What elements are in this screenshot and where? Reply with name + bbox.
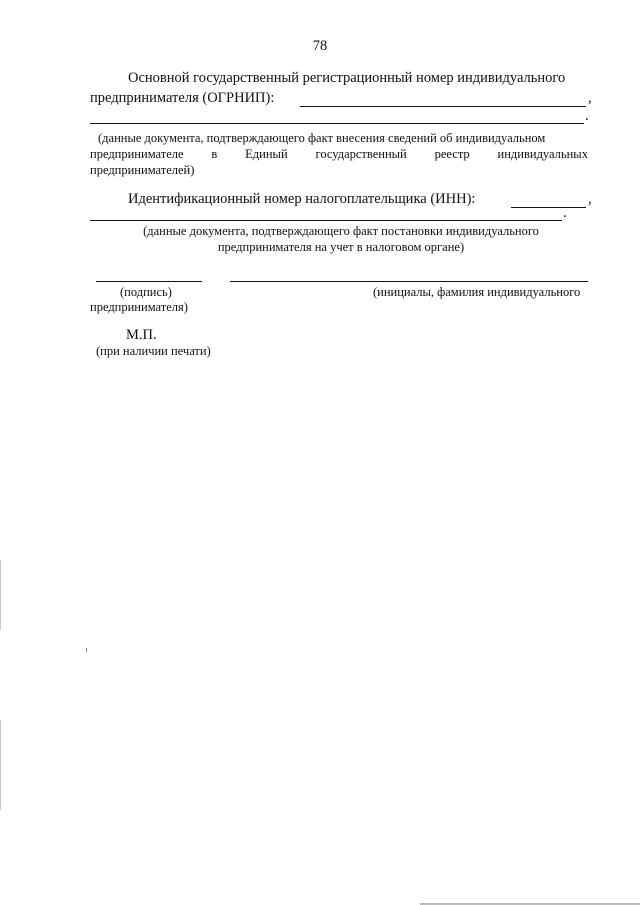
signature-label-cont: предпринимателя) [90,300,188,314]
stamp-note: (при наличии печати) [96,344,211,358]
ogrnip-label-line1: Основной государственный регистрационный номер индивидуального [128,70,566,86]
ogrnip-label-line2: предпринимателя (ОГРНИП): [90,90,275,106]
inn-note-line1: (данные документа, подтверждающего факт постановки индивидуального [143,224,539,238]
note-word: предпринимателе [90,147,184,161]
inn-input-line-2[interactable] [90,220,562,221]
note-word: в [211,147,218,161]
note-word: государственный [315,147,407,161]
page-number: 78 [312,38,328,54]
stamp-label: М.П. [126,327,157,343]
inn-period: . [563,205,567,221]
ogrnip-input-line-2[interactable] [90,123,584,124]
scan-edge-mark [0,560,1,630]
inn-input-line[interactable] [511,207,586,208]
ogrnip-input-line[interactable] [300,106,586,107]
ogrnip-period: . [585,108,589,124]
inn-comma: , [588,191,592,207]
name-line[interactable] [230,281,588,282]
note-word: реестр [434,147,470,161]
scan-edge-mark [0,720,1,810]
signature-label: (подпись) [120,285,172,299]
scan-dot [86,648,87,652]
note-word: Единый [245,147,288,161]
ogrnip-note-line3: предпринимателей) [90,163,195,177]
ogrnip-note-line2 [90,147,588,162]
name-label: (инициалы, фамилия индивидуального [373,285,581,299]
signature-line[interactable] [96,281,202,282]
inn-label: Идентификационный номер налогоплательщика (ИНН): [128,191,476,207]
ogrnip-note-line1: (данные документа, подтверждающего факт внесения сведений об индивидуальном [98,131,546,145]
ogrnip-comma: , [588,90,592,106]
note-word: индивидуальных [497,147,588,161]
inn-note-line2: предпринимателя на учет в налоговом органе) [217,240,465,254]
